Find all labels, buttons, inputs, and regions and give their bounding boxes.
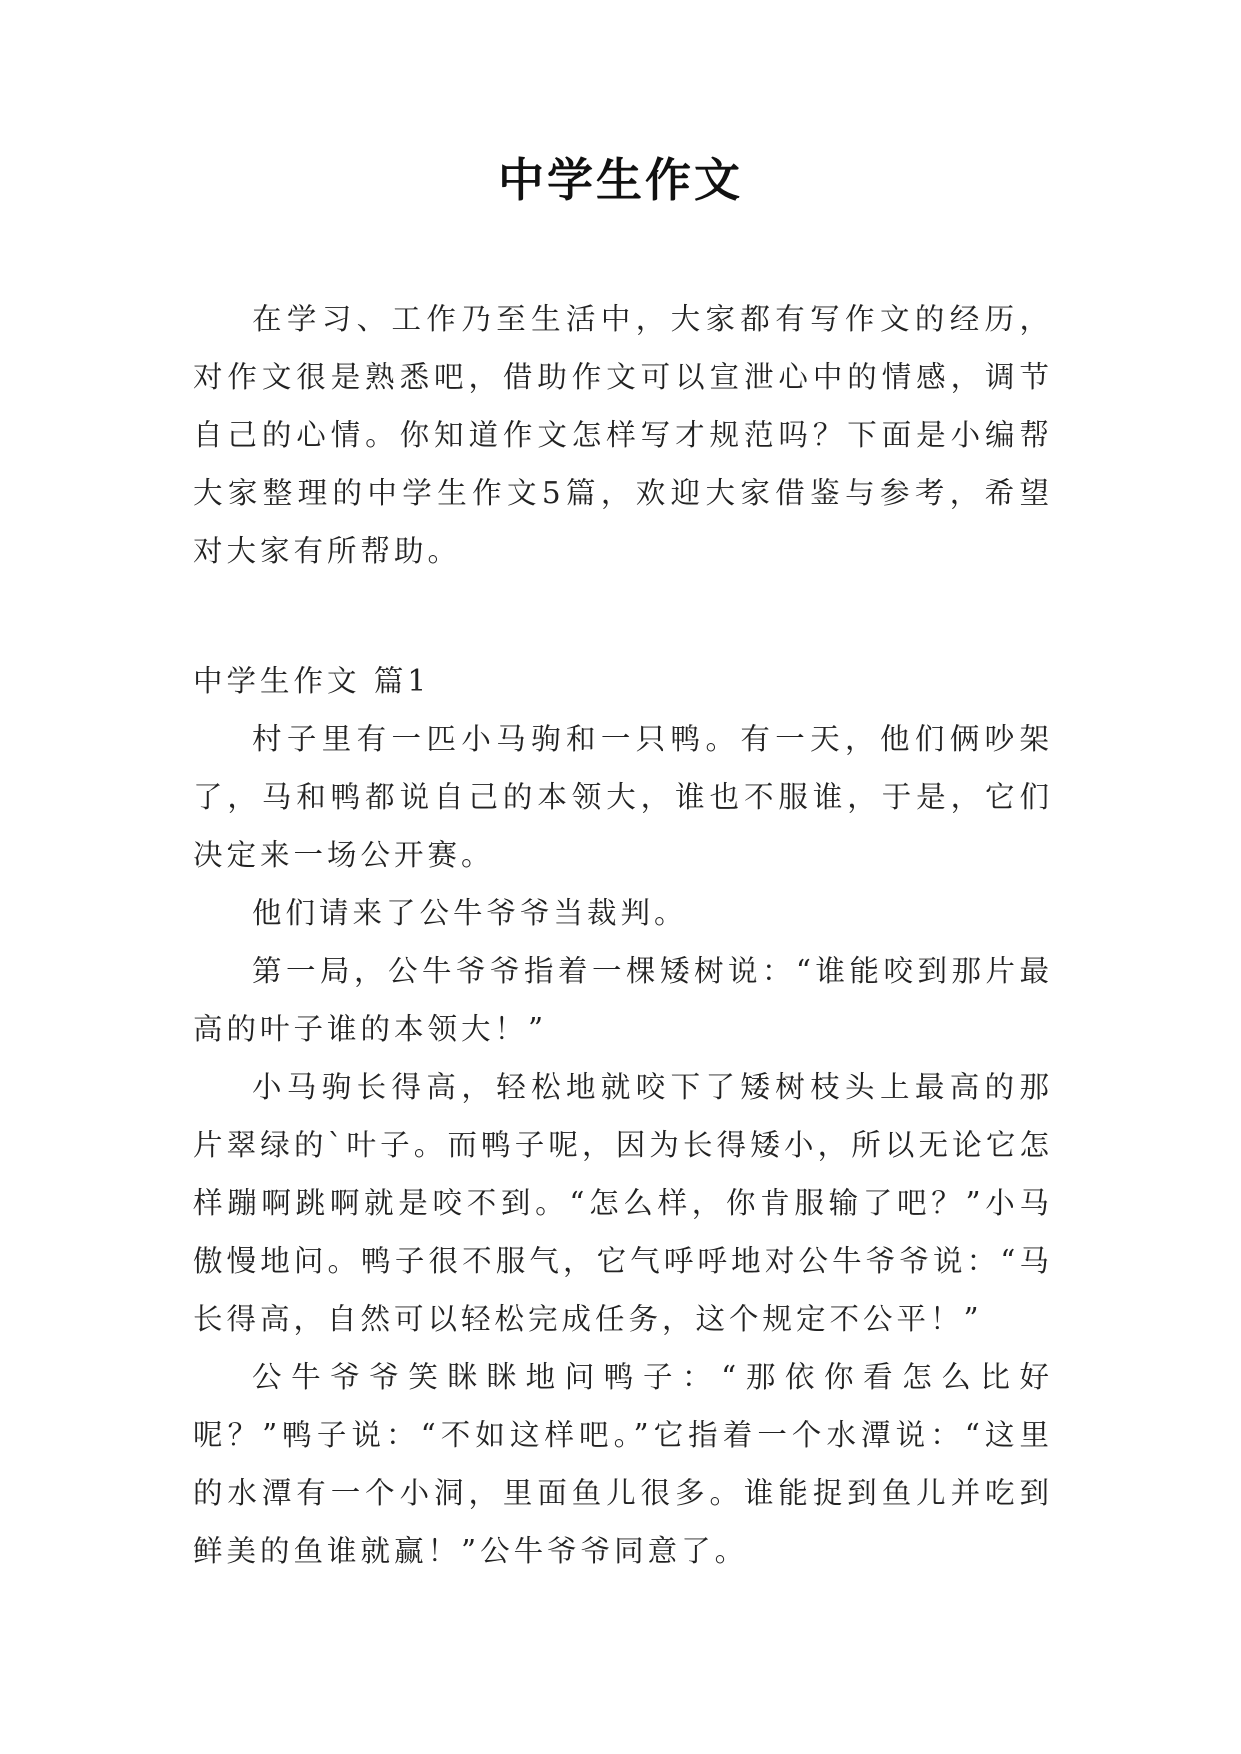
intro-paragraph: 在学习、工作乃至生活中，大家都有写作文的经历，对作文很是熟悉吧，借助作文可以宣泄心中的情感，调节自己的心情。你知道作文怎样写才规范吗？下面是小编帮大家整理的中学生作文5篇，欢迎大家借鉴与参考，希望对大家有所帮助。 — [193, 302, 1053, 568]
story-paragraph-4: 小马驹长得高，轻松地就咬下了矮树枝头上最高的那片翠绿的`叶子。而鸭子呢，因为长得矮小，所以无论它怎样蹦啊跳啊就是咬不到。“怎么样，你肯服输了吧？”小马傲慢地问。鸭子很不服气，它气呼呼地对公牛爷爷说：“马长得高，自然可以轻松完成任务，这个规定不公平！” — [193, 1070, 1053, 1336]
story-paragraph-3: 第一局，公牛爷爷指着一棵矮树说：“谁能咬到那片最高的叶子谁的本领大！” — [193, 954, 1053, 1046]
story-paragraph-2: 他们请来了公牛爷爷当裁判。 — [252, 896, 688, 930]
spacer — [193, 580, 1053, 652]
document-body — [193, 290, 1053, 1580]
document-title: 中学生作文 — [498, 153, 743, 207]
story-paragraph-1: 村子里有一匹小马驹和一只鸭。有一天，他们俩吵架了，马和鸭都说自己的本领大，谁也不服谁，于是，它们决定来一场公开赛。 — [193, 722, 1053, 872]
section-heading: 中学生作文 篇1 — [193, 664, 431, 698]
story-paragraph-5: 公牛爷爷笑眯眯地问鸭子：“那依你看怎么比好呢？”鸭子说：“不如这样吧。”它指着一个水潭说：“这里的水潭有一个小洞，里面鱼儿很多。谁能捉到鱼儿并吃到鲜美的鱼谁就赢！”公牛爷爷同意了。 — [193, 1360, 1053, 1568]
